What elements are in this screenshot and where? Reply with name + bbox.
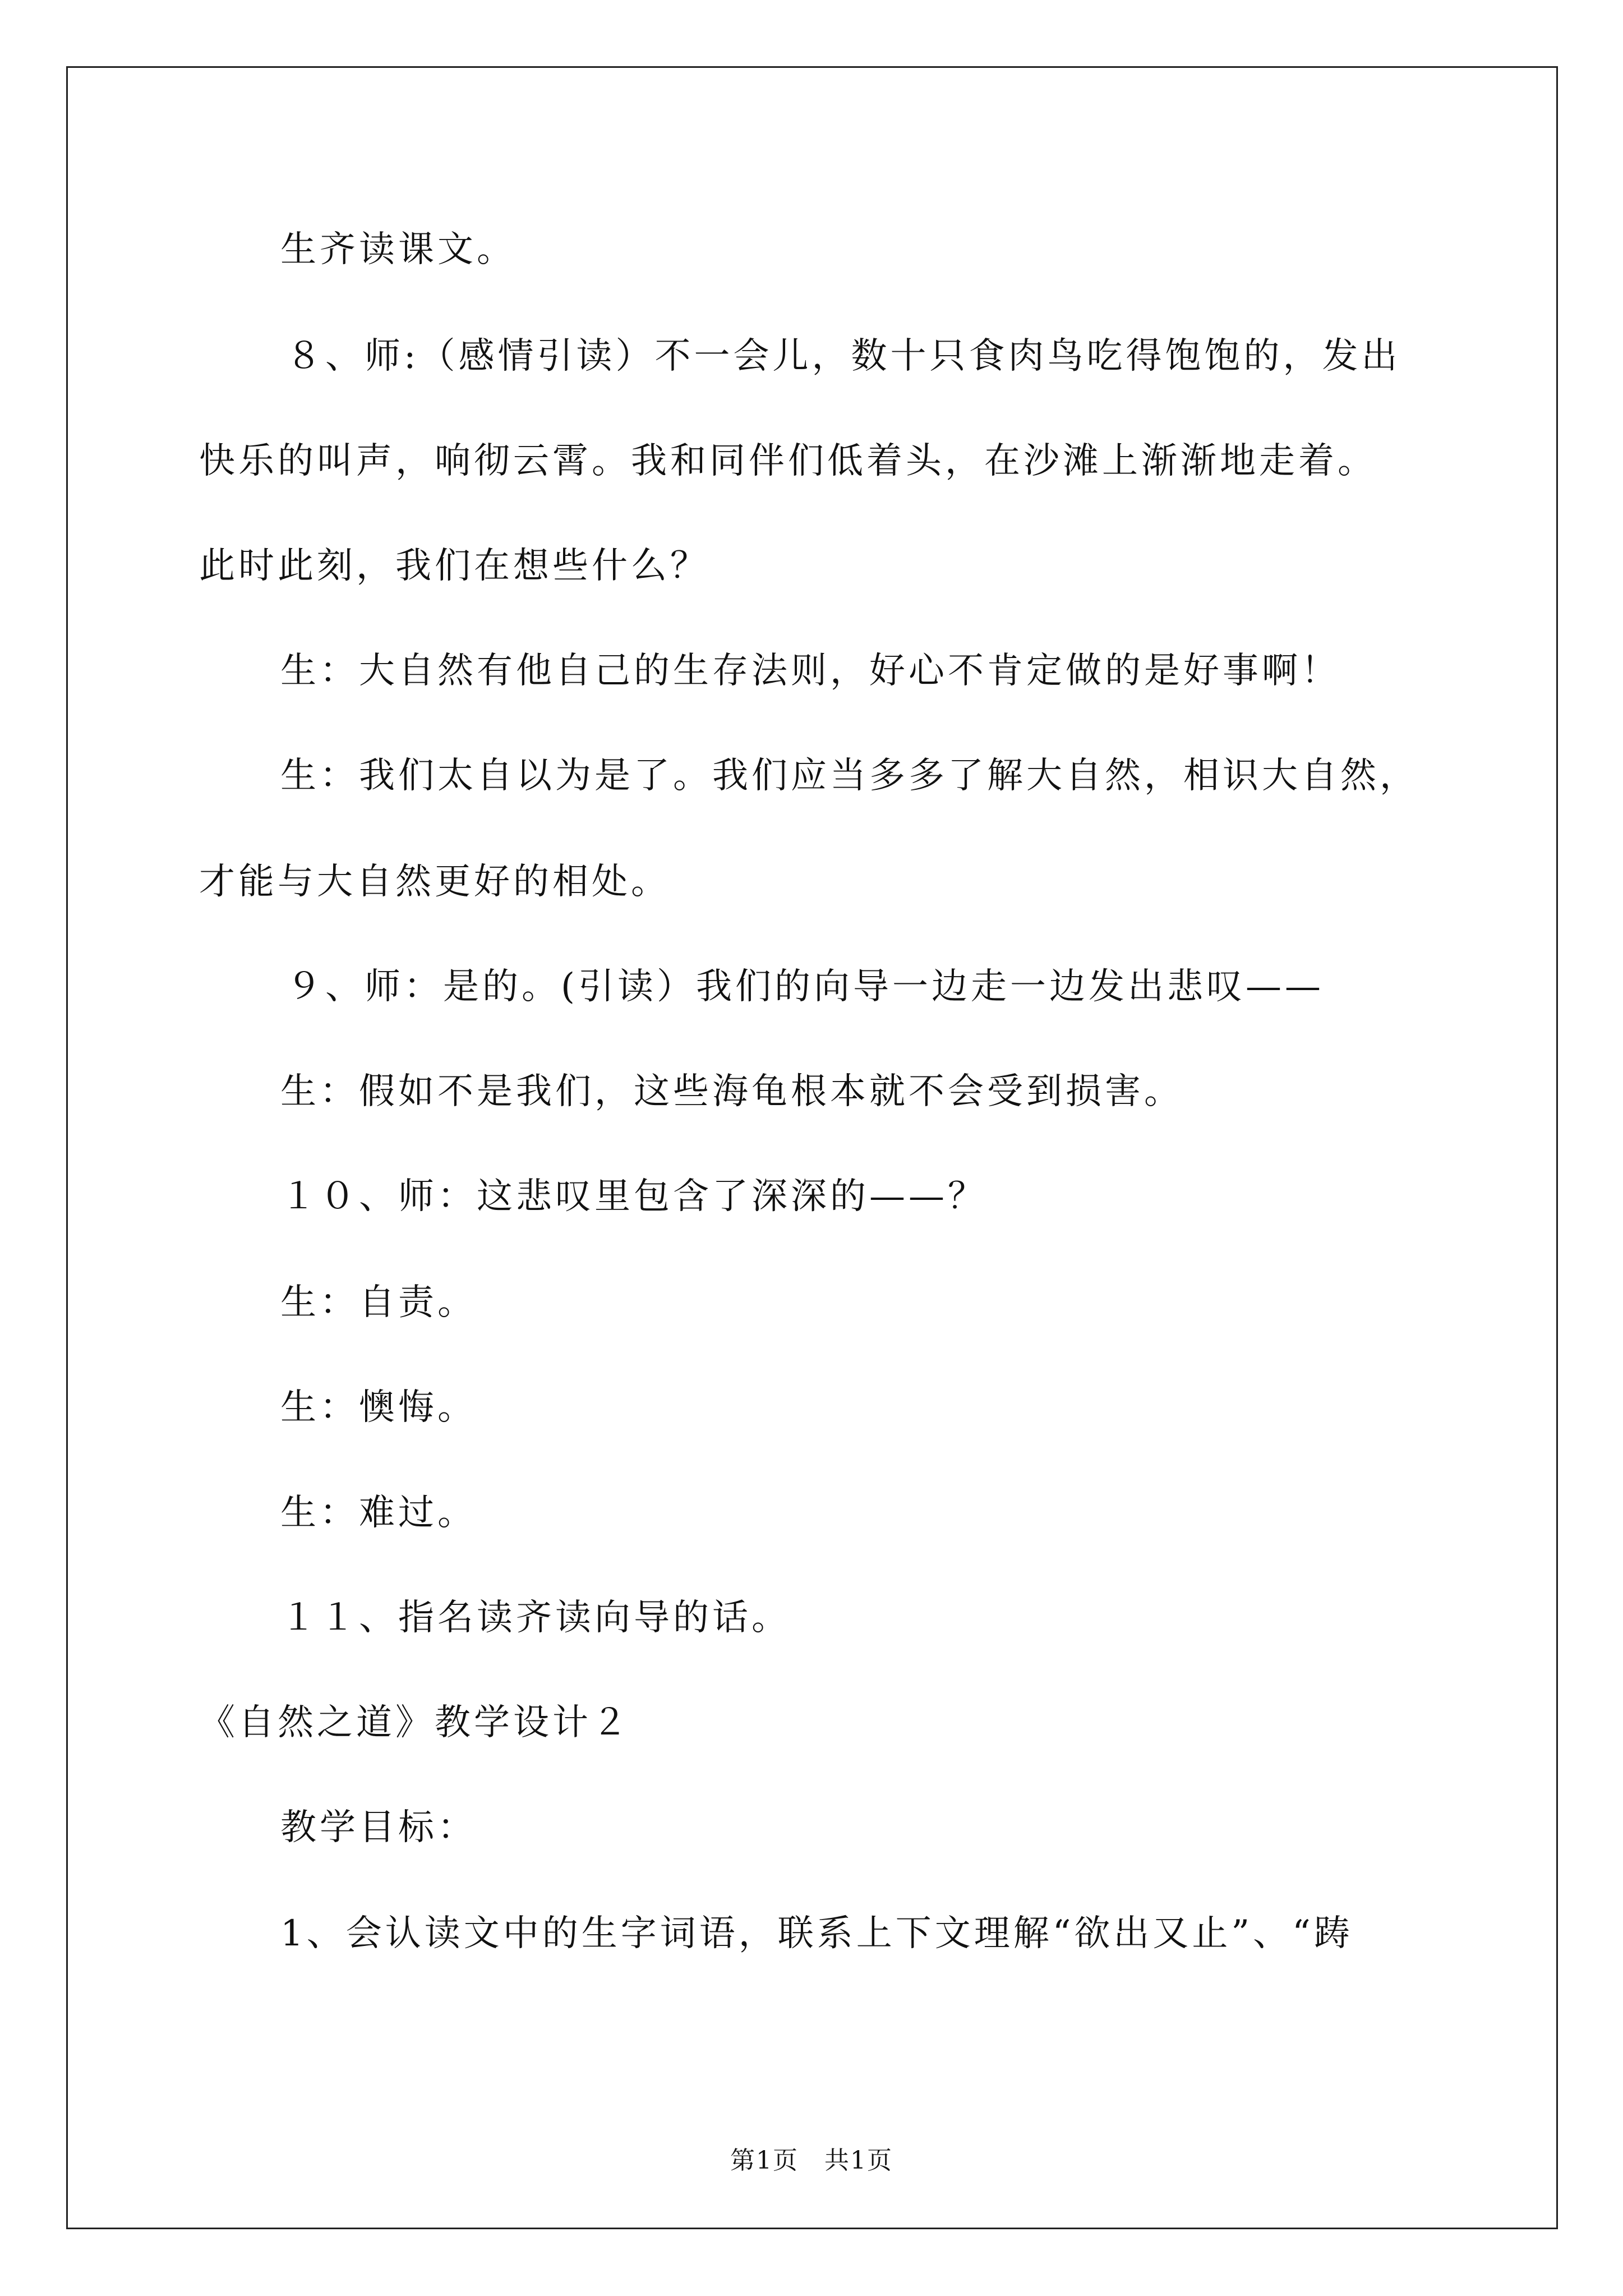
text-line: 教学目标： bbox=[280, 1807, 477, 1848]
text-line: １１、指名读齐读向导的话。 bbox=[280, 1597, 791, 1639]
text-line: 生：懊悔。 bbox=[280, 1387, 477, 1428]
text-line: ８、师:（感情引读）不一会儿，数十只食肉鸟吃得饱饱的，发出 bbox=[286, 335, 1401, 377]
section-heading: 《自然之道》教学设计２ bbox=[199, 1702, 631, 1743]
text-line: 生：大自然有他自己的生存法则，好心不肯定做的是好事啊！ bbox=[280, 650, 1340, 692]
text-line: ９、师：是的。(引读）我们的向导一边走一边发出悲叹—— bbox=[286, 966, 1324, 1007]
text-line: 生：自责。 bbox=[280, 1282, 477, 1323]
text-line: 快乐的叫声，响彻云霄。我和同伴们低着头，在沙滩上渐渐地走着。 bbox=[199, 440, 1377, 482]
page-footer: 第1页 共1页 bbox=[730, 2146, 893, 2175]
text-line: １０、师：这悲叹里包含了深深的——？ bbox=[280, 1176, 987, 1217]
text-line: 此时此刻，我们在想些什么？ bbox=[199, 545, 709, 587]
text-line: 1、会认读文中的生字词语，联系上下文理解“欲出又止”、“踌 bbox=[280, 1913, 1353, 1954]
text-line: 生：假如不是我们，这些海龟根本就不会受到损害。 bbox=[280, 1071, 1183, 1112]
text-line: 才能与大自然更好的相处。 bbox=[199, 861, 670, 903]
text-line: 生：难过。 bbox=[280, 1492, 477, 1534]
text-line: 生：我们太自以为是了。我们应当多多了解大自然，相识大自然， bbox=[280, 755, 1419, 797]
text-line: 生齐读课文。 bbox=[280, 229, 516, 270]
page-border bbox=[66, 66, 1558, 2229]
